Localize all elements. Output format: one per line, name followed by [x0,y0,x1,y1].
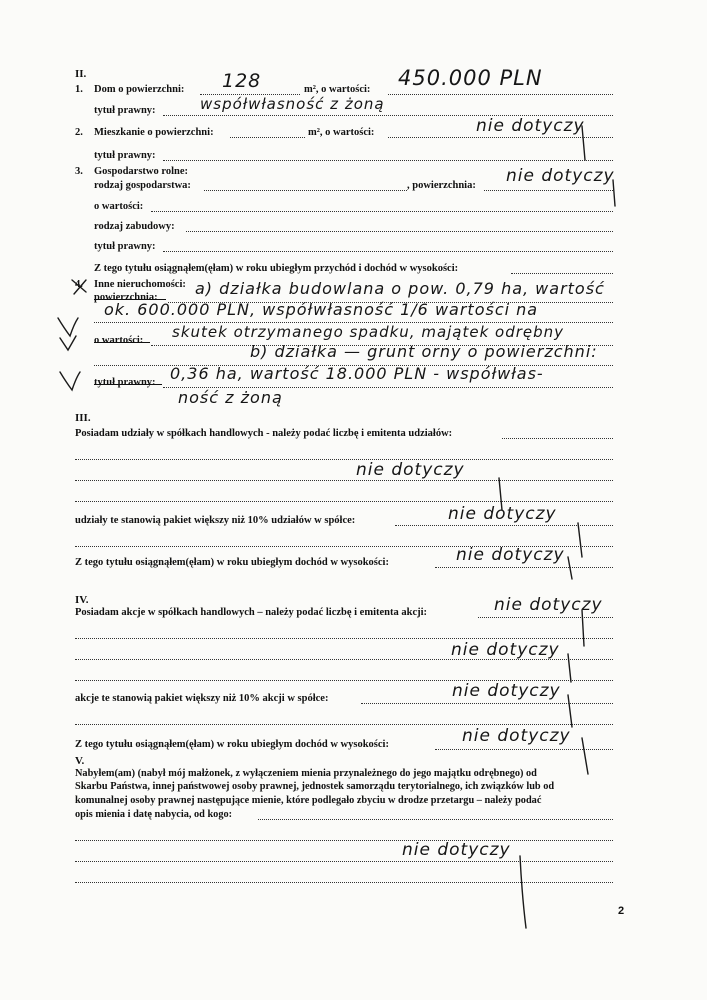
item2-label: Mieszkanie o powierzchni: [94,127,214,138]
hook-iii-3 [568,557,572,579]
section-ii-heading: II. [75,68,87,80]
section-iii-answer1-handwritten: nie dotyczy [356,460,465,480]
item1-value-line [388,94,613,95]
item4-title-strike [94,384,162,385]
section-iv-pkg-line [361,703,613,704]
item1-value-handwritten: 450.000 PLN [398,66,543,90]
page-number: 2 [618,905,625,917]
item3-area-label: , powierzchnia: [407,180,476,191]
section-iii-answer2-handwritten: nie dotyczy [448,504,557,524]
item4-value-label: o wartości: [94,335,144,346]
item2-title-label: tytuł prawny: [94,150,156,161]
section-iii-pkg-label: udziały te stanowią pakiet większy niż 10% udziałów w spółce: [75,515,356,526]
item1-title-label: tytuł prawny: [94,105,156,116]
section-v-line2: Skarbu Państwa, innej państwowej osoby prawnej, jednostek samorządu terytorialnego, ich związków lub od [75,781,555,792]
section-v-line-b [75,840,613,841]
item3-building-label: rodzaj zabudowy: [94,221,175,232]
item4-hw-line3: skutek otrzymanego spadku, majątek odrębny [172,323,565,341]
section-v-heading: V. [75,755,85,767]
item2-answer-handwritten: nie dotyczy [476,116,585,136]
item1-title-handwritten: współwłasność z żoną [200,95,385,113]
item4-title-label: tytuł prawny: [94,377,156,388]
item1-label: Dom o powierzchni: [94,84,185,95]
item1-area-handwritten: 128 [222,70,262,92]
hook-iv-2 [568,695,572,727]
item4-hw-line1: a) działka budowlana o pow. 0,79 ha, wartość [195,279,605,298]
section-iv-line4 [75,724,613,725]
margin-mark-3 [60,336,76,350]
section-iv-income-label: Z tego tytułu osiągnąłem(ęłam) w roku ubiegłym dochód w wysokości: [75,739,389,750]
section-iii-income-label: Z tego tytułu osiągnąłem(ęłam) w roku ubiegłym dochód w wysokości: [75,557,389,568]
section-iii-answer3-handwritten: nie dotyczy [456,545,565,565]
section-v-line-d [75,882,613,883]
section-iii-heading: III. [75,412,91,424]
section-v-line-a [258,819,613,820]
margin-mark-4 [60,372,80,390]
section-iv-answer1b-handwritten: nie dotyczy [451,640,560,660]
item3-income-line [511,273,613,274]
section-v-answer-handwritten: nie dotyczy [402,840,511,860]
item4-area-label: powierzchnia: [94,292,158,303]
hook-v [520,856,526,928]
item3-type-line [204,190,407,191]
item3-building-line [186,231,613,232]
item2-value-line [388,137,613,138]
section-iii-line2 [75,480,613,481]
section-iv-heading: IV. [75,594,89,606]
section-v-line-c [75,861,613,862]
section-iv-answer3-handwritten: nie dotyczy [462,726,571,746]
section-iii-pkg-line [395,525,613,526]
section-iv-income-line [435,749,613,750]
section-v-line3: komunalnej osoby prawnej następujące mienie, które podlegało zbyciu w drodze przetargu – należy podać [75,795,542,806]
item3-title-label: tytuł prawny: [94,241,156,252]
item4-hw-line5: 0,36 ha, wartość 18.000 PLN - współwłas- [170,364,544,383]
item4-label: Inne nieruchomości: [94,279,186,290]
hook-iii-2 [578,523,582,557]
item4-number: 4. [75,279,83,290]
item2-unit: m², o wartości: [308,127,375,138]
item3-area-line [484,190,613,191]
item2-area-line [230,137,305,138]
item4-value-strike [94,342,150,343]
section-iii-income-line [435,567,613,568]
item4-hw-line4: b) działka — grunt orny o powierzchni: [250,342,598,361]
item2-number: 2. [75,127,83,138]
item3-answer-handwritten: nie dotyczy [506,166,615,186]
item3-number: 3. [75,166,83,177]
item3-income-label: Z tego tytułu osiągnąłem(ęłam) w roku ubiegłym przychód i dochód w wysokości: [94,263,459,274]
section-iv-line1 [75,638,613,639]
item3-label: Gospodarstwo rolne: [94,166,189,177]
section-iii-shares-label: Posiadam udziały w spółkach handlowych - należy podać liczbę i emitenta udziałów: [75,428,453,439]
item1-unit: m², o wartości: [304,84,371,95]
section-iv-answer2-handwritten: nie dotyczy [452,681,561,701]
item3-title-line [163,251,613,252]
section-iv-stocks-line0 [478,617,613,618]
hook-iv-3 [582,738,588,774]
item2-title-line [163,160,613,161]
section-iii-line1 [75,459,613,460]
section-iv-pkg-label: akcje te stanowią pakiet większy niż 10% akcji w spółce: [75,693,329,704]
item3-type-label: rodzaj gospodarstwa: [94,180,191,191]
section-iii-shares-line0 [502,438,613,439]
item4-hw-line6: ność z żoną [178,388,283,407]
section-v-line4: opis mienia i datę nabycia, od kogo: [75,809,233,820]
section-iv-stocks-label: Posiadam akcje w spółkach handlowych – należy podać liczbę i emitenta akcji: [75,607,428,618]
item3-value-label: o wartości: [94,201,144,212]
section-v-line1: Nabyłem(am) (nabył mój małżonek, z wyłączeniem mienia przynależnego do jego majątku odrębnego) od [75,768,537,779]
margin-mark-2 [58,318,78,336]
item1-number: 1. [75,84,83,95]
section-iv-answer1-handwritten: nie dotyczy [494,595,603,615]
section-iii-line3 [75,501,613,502]
item3-value-line [151,211,613,212]
hook-iv-1 [582,610,584,646]
item4-hw-line2: ok. 600.000 PLN, współwłasność 1/6 wartości na [104,300,539,319]
